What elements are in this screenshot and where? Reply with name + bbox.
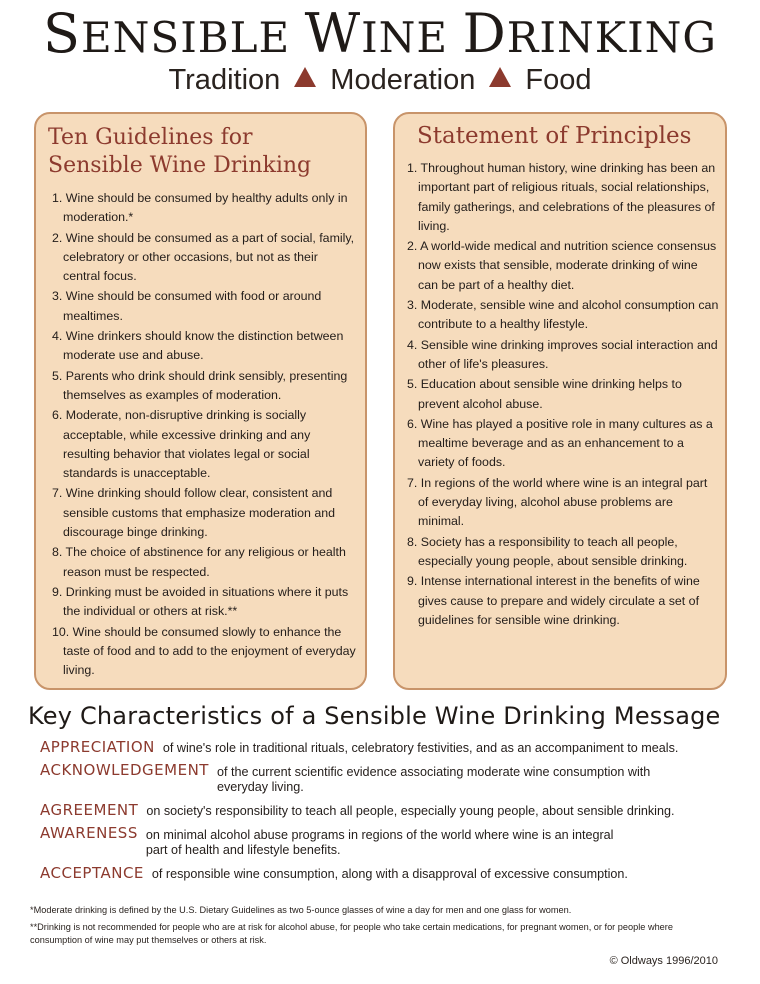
title-rest-2: INE: [361, 13, 463, 62]
principles-panel: [393, 112, 727, 690]
key-row-appreciation: [40, 740, 730, 756]
title-cap-3: D: [462, 2, 507, 65]
key-term: AWARENESS: [40, 824, 138, 842]
subtitle-tradition: Tradition: [168, 64, 281, 96]
principles-title: Statement of Principles: [417, 123, 692, 149]
footnote-not-recommended: **Drinking is not recommended for people who are at risk for alcohol abuse, for people who take certain medications, for pregnant women, or for people where consumption of wine may put themselves or others at risk.: [30, 922, 673, 945]
principle-item: 6. Wine has played a positive role in many cultures as a mealtime beverage and as an enhancement to a variety of foods.: [407, 416, 713, 470]
guideline-item: 9. Drinking must be avoided in situations where it puts the individual or others at risk.**: [52, 584, 349, 619]
key-row-agreement: [40, 803, 730, 819]
principle-item: 4. Sensible wine drinking improves social interaction and other of life's pleasures.: [407, 337, 718, 371]
principle-item: 2. A world-wide medical and nutrition science consensus now exists that sensible, moderate drinking of wine can be part of a healthy diet.: [407, 239, 717, 292]
principle-item: 3. Moderate, sensible wine and alcohol consumption can contribute to a healthy lifestyle.: [407, 298, 719, 332]
guidelines-title-line1: Ten Guidelines for: [48, 125, 253, 150]
key-row-acceptance: [40, 866, 730, 882]
guideline-item: 4. Wine drinkers should know the distinction between moderate use and abuse.: [52, 329, 344, 363]
guidelines-panel: [34, 112, 367, 690]
key-desc: of the current scientific evidence associating moderate wine consumption with everyday living.: [216, 765, 651, 794]
key-desc: on minimal alcohol abuse programs in regions of the world where wine is an integral part of health and lifestyle benefits.: [145, 828, 614, 857]
title-cap-2: W: [304, 2, 362, 65]
subtitle-food: Food: [525, 64, 592, 96]
key-term: APPRECIATION: [40, 738, 155, 756]
guideline-item: 2. Wine should be consumed as a part of social, family, celebratory or other occasions, but not as their central focus.: [52, 230, 355, 284]
guideline-item: 3. Wine should be consumed with food or around mealtimes.: [52, 289, 322, 323]
key-desc: of responsible wine consumption, along with a disapproval of excessive consumption.: [151, 867, 628, 881]
copyright: © Oldways 1996/2010: [609, 955, 718, 967]
key-desc: of wine's role in traditional rituals, celebratory festivities, and as an accompaniment to meals.: [162, 741, 679, 755]
subtitle: [0, 64, 760, 97]
triangle-icon: [294, 67, 316, 87]
guideline-item: 7. Wine drinking should follow clear, consistent and sensible customs that emphasize moderation and discourage binge drinking.: [52, 486, 336, 540]
title-cap-1: S: [43, 2, 82, 65]
principle-item: 1. Throughout human history, wine drinking has been an important part of religious rituals, social relationships, family gatherings, and celebrations of the pleasures of living.: [407, 161, 716, 233]
guidelines-list: [46, 189, 358, 681]
principle-item: 9. Intense international interest in the benefits of wine gives cause to prepare and widely circulate a set of guidelines for sensible wine drinking.: [407, 574, 700, 627]
guidelines-title: [48, 124, 311, 180]
key-characteristics-title: Key Characteristics of a Sensible Wine Drinking Message: [28, 702, 721, 730]
key-term: AGREEMENT: [40, 801, 139, 819]
guideline-item: 10. Wine should be consumed slowly to enhance the taste of food and to add to the enjoyment of everyday living.: [52, 624, 356, 678]
title-rest-3: RINKING: [506, 13, 717, 62]
title-rest-1: ENSIBLE: [81, 13, 305, 62]
principle-item: 7. In regions of the world where wine is an integral part of everyday living, alcohol abuse problems are minimal.: [407, 475, 708, 529]
key-term: ACCEPTANCE: [40, 864, 144, 882]
key-row-acknowledgement: [40, 763, 730, 795]
footnote-moderate-drinking: *Moderate drinking is defined by the U.S. Dietary Guidelines as two 5-ounce glasses of wine a day for men and one glass for women.: [30, 905, 572, 915]
principle-item: 8. Society has a responsibility to teach all people, especially young people, about sensible drinking.: [407, 534, 688, 568]
key-row-awareness: [40, 826, 730, 858]
principle-item: 5. Education about sensible wine drinking helps to prevent alcohol abuse.: [407, 377, 682, 411]
triangle-icon: [489, 67, 511, 87]
guidelines-title-line2: Sensible Wine Drinking: [48, 153, 312, 178]
guideline-item: 1. Wine should be consumed by healthy adults only in moderation.*: [52, 191, 348, 225]
guideline-item: 6. Moderate, non-disruptive drinking is socially acceptable, while excessive drinking and any resulting behavior that violates legal or social standards is unacceptable.: [52, 408, 311, 481]
page-title: [0, 2, 760, 65]
principles-list: [401, 159, 721, 631]
key-term: ACKNOWLEDGEMENT: [40, 761, 209, 779]
subtitle-moderation: Moderation: [330, 64, 476, 96]
guideline-item: 8. The choice of abstinence for any religious or health reason must be respected.: [52, 545, 346, 579]
guideline-item: 5. Parents who drink should drink sensibly, presenting themselves as examples of moderation.: [52, 368, 348, 402]
key-desc: on society's responsibility to teach all people, especially young people, about sensible drinking.: [146, 804, 675, 818]
